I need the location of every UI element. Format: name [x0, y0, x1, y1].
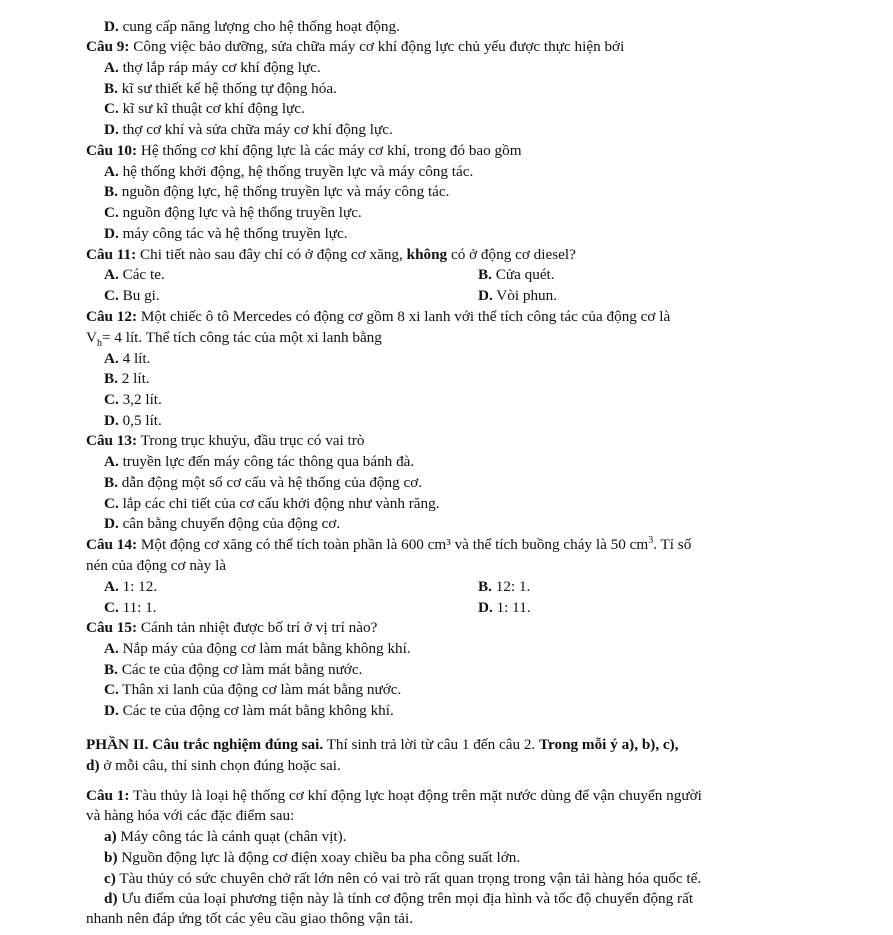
option-text: Thân xi lanh của động cơ làm mát bằng nước.	[118, 681, 402, 698]
option-d	[104, 411, 162, 431]
question-text: Một chiếc ô tô Mercedes có động cơ gồm 8 xi lanh với thể tích công tác của động cơ là	[137, 308, 671, 325]
option-a	[104, 639, 411, 659]
part-2-heading-continuation	[86, 756, 341, 776]
option-label: A.	[104, 350, 119, 367]
option-b	[104, 369, 150, 389]
option-label: A.	[104, 59, 119, 76]
question-9	[86, 37, 624, 57]
option-text: thợ lắp ráp máy cơ khí động lực.	[118, 59, 321, 76]
option-text: kĩ sư kĩ thuật cơ khí động lực.	[118, 100, 305, 117]
option-label: D.	[104, 121, 119, 138]
option-b	[104, 79, 337, 99]
option-a	[104, 452, 414, 472]
option-text: máy công tác và hệ thống truyền lực.	[118, 225, 348, 242]
option-c	[104, 494, 440, 514]
part-2-heading	[86, 735, 679, 755]
option-text: lắp các chi tiết của cơ cấu khởi động như vành răng.	[118, 495, 440, 512]
option-label: C.	[104, 287, 119, 304]
option-text: thợ cơ khí và sửa chữa máy cơ khí động lực.	[118, 121, 393, 138]
option-c	[104, 390, 162, 410]
statement-d-continuation	[86, 909, 413, 929]
option-text: 11: 1.	[118, 599, 157, 616]
option-text: 2 lít.	[117, 370, 150, 387]
option-label: D.	[478, 599, 493, 616]
question-text: và hàng hóa với các đặc điểm sau:	[86, 807, 295, 824]
option-label: D.	[104, 515, 119, 532]
question-label: Câu 15:	[86, 619, 138, 636]
option-label: B.	[104, 370, 118, 387]
option-label: C.	[104, 204, 119, 221]
option-c	[104, 99, 305, 119]
option-text: Các te.	[118, 266, 165, 283]
option-d	[104, 17, 400, 37]
option-label: B.	[104, 80, 118, 97]
statement-text: Ưu điểm của loại phương tiện này là tính cơ động trên mọi địa hình và tốc độ chuyển động rất	[117, 890, 694, 907]
volume-subscript: h	[96, 338, 102, 350]
question-label: Câu 1:	[86, 787, 130, 804]
option-c	[104, 598, 157, 618]
volume-symbol: V	[86, 329, 97, 346]
option-label: A.	[104, 453, 119, 470]
statement-b	[104, 848, 520, 868]
question-text: . Tỉ số	[653, 536, 692, 553]
question-text: Hệ thống cơ khí động lực là các máy cơ khí, trong đó bao gồm	[137, 142, 522, 159]
option-b	[104, 182, 449, 202]
question-text: Cánh tản nhiệt được bố trí ở vị trí nào?	[137, 619, 378, 636]
question-11	[86, 245, 576, 265]
part-instructions-bold: Trong mỗi ý a), b), c),	[539, 736, 679, 753]
question-label: Câu 12:	[86, 308, 138, 325]
option-text: Vòi phun.	[492, 287, 558, 304]
statement-label: d)	[104, 890, 118, 907]
question-label: Câu 10:	[86, 142, 138, 159]
statement-c	[104, 869, 701, 889]
option-c	[104, 203, 362, 223]
question-14-continuation	[86, 556, 226, 576]
part-instructions: Thí sinh trả lời từ câu 1 đến câu 2.	[323, 736, 540, 753]
option-text: Bu gi.	[118, 287, 160, 304]
statement-text: Máy công tác là cánh quạt (chân vịt).	[116, 828, 347, 845]
option-text: 3,2 lít.	[118, 391, 162, 408]
option-text: kĩ sư thiết kế hệ thống tự động hóa.	[117, 80, 337, 97]
option-a	[104, 162, 473, 182]
option-label: C.	[104, 100, 119, 117]
option-label: D.	[104, 412, 119, 429]
question-text: có ở động cơ diesel?	[447, 246, 576, 263]
option-label: A.	[104, 163, 119, 180]
question-label: Câu 14:	[86, 536, 138, 553]
option-text: cung cấp năng lượng cho hệ thống hoạt động.	[118, 18, 400, 35]
option-label: B.	[104, 661, 118, 678]
statement-d	[104, 889, 693, 909]
option-d	[478, 286, 557, 306]
question-text: = 4 lít. Thể tích công tác của một xi lanh bằng	[101, 329, 382, 346]
option-a	[104, 265, 165, 285]
option-d	[104, 224, 348, 244]
option-label: D.	[104, 702, 119, 719]
option-b	[478, 265, 555, 285]
statement-a	[104, 827, 347, 847]
part-2-question-1-continuation	[86, 806, 294, 826]
question-12	[86, 307, 670, 327]
question-text: Công việc bảo dưỡng, sửa chữa máy cơ khí động lực chủ yếu được thực hiện bởi	[129, 38, 625, 55]
option-label: B.	[104, 183, 118, 200]
option-text: 12: 1.	[491, 578, 531, 595]
question-text: Chi tiết nào sau đây chỉ có ở động cơ xăng,	[136, 246, 407, 263]
option-label: C.	[104, 495, 119, 512]
option-text: 0,5 lít.	[118, 412, 162, 429]
option-c	[104, 680, 401, 700]
option-label: C.	[104, 599, 119, 616]
option-c	[104, 286, 160, 306]
option-a	[104, 58, 321, 78]
question-text: Một động cơ xăng có thể tích toàn phần là 600 cm³ và thể tích buồng cháy là 50 cm	[137, 536, 649, 553]
part-title: PHẦN II. Câu trắc nghiệm đúng sai.	[86, 736, 324, 753]
part-instructions-bold: d)	[86, 757, 100, 774]
question-label: Câu 9:	[86, 38, 130, 55]
option-a	[104, 349, 150, 369]
cube-superscript: 3	[648, 534, 654, 546]
part-2-question-1	[86, 786, 702, 806]
question-label: Câu 11:	[86, 246, 137, 263]
option-text: Cửa quét.	[491, 266, 555, 283]
option-b	[478, 577, 530, 597]
option-label: D.	[478, 287, 493, 304]
option-text: 4 lít.	[118, 350, 151, 367]
question-14	[86, 535, 691, 555]
option-text: 1: 12.	[118, 578, 158, 595]
question-12-continuation	[86, 328, 382, 348]
question-text: Trong trục khuỷu, đầu trục có vai trò	[137, 432, 365, 449]
option-text: Nắp máy của động cơ làm mát bằng không khí.	[118, 640, 411, 657]
option-d	[104, 120, 393, 140]
option-text: 1: 11.	[492, 599, 531, 616]
option-label: A.	[104, 578, 119, 595]
option-text: cân bằng chuyển động của động cơ.	[118, 515, 341, 532]
option-label: A.	[104, 266, 119, 283]
statement-label: a)	[104, 828, 117, 845]
option-a	[104, 577, 157, 597]
question-13	[86, 431, 364, 451]
statement-label: b)	[104, 849, 118, 866]
question-15	[86, 618, 377, 638]
option-text: dẫn động một số cơ cấu và hệ thống của động cơ.	[117, 474, 423, 491]
option-text: nguồn động lực và hệ thống truyền lực.	[118, 204, 362, 221]
option-label: B.	[104, 474, 118, 491]
question-text: nén của động cơ này là	[86, 557, 227, 574]
statement-label: c)	[104, 870, 116, 887]
option-label: C.	[104, 391, 119, 408]
option-d	[478, 598, 531, 618]
part-instructions: ở mỗi câu, thí sinh chọn đúng hoặc sai.	[99, 757, 341, 774]
option-b	[104, 660, 362, 680]
option-text: Các te của động cơ làm mát bằng nước.	[117, 661, 363, 678]
question-text: Tàu thủy là loại hệ thống cơ khí động lực hoạt động trên mặt nước dùng để vận chuyển người	[129, 787, 702, 804]
option-label: B.	[478, 266, 492, 283]
question-10	[86, 141, 522, 161]
option-label: A.	[104, 640, 119, 657]
question-emphasis: không	[406, 246, 448, 263]
option-label: D.	[104, 18, 119, 35]
option-d	[104, 514, 340, 534]
option-text: nguồn động lực, hệ thống truyền lực và máy công tác.	[117, 183, 450, 200]
option-text: hệ thống khởi động, hệ thống truyền lực và máy công tác.	[118, 163, 474, 180]
option-label: C.	[104, 681, 119, 698]
statement-text: Tàu thủy có sức chuyên chở rất lớn nên có vai trò rất quan trọng trong vận tải hàng hóa quốc tế.	[115, 870, 702, 887]
option-label: D.	[104, 225, 119, 242]
option-d	[104, 701, 394, 721]
option-text: truyền lực đến máy công tác thông qua bánh đà.	[118, 453, 415, 470]
statement-text: Nguồn động lực là động cơ điện xoay chiều ba pha công suất lớn.	[117, 849, 521, 866]
question-label: Câu 13:	[86, 432, 138, 449]
statement-text: nhanh nên đáp ứng tốt các yêu cầu giao thông vận tải.	[86, 910, 414, 927]
option-text: Các te của động cơ làm mát bằng không khí.	[118, 702, 394, 719]
option-b	[104, 473, 422, 493]
option-label: B.	[478, 578, 492, 595]
